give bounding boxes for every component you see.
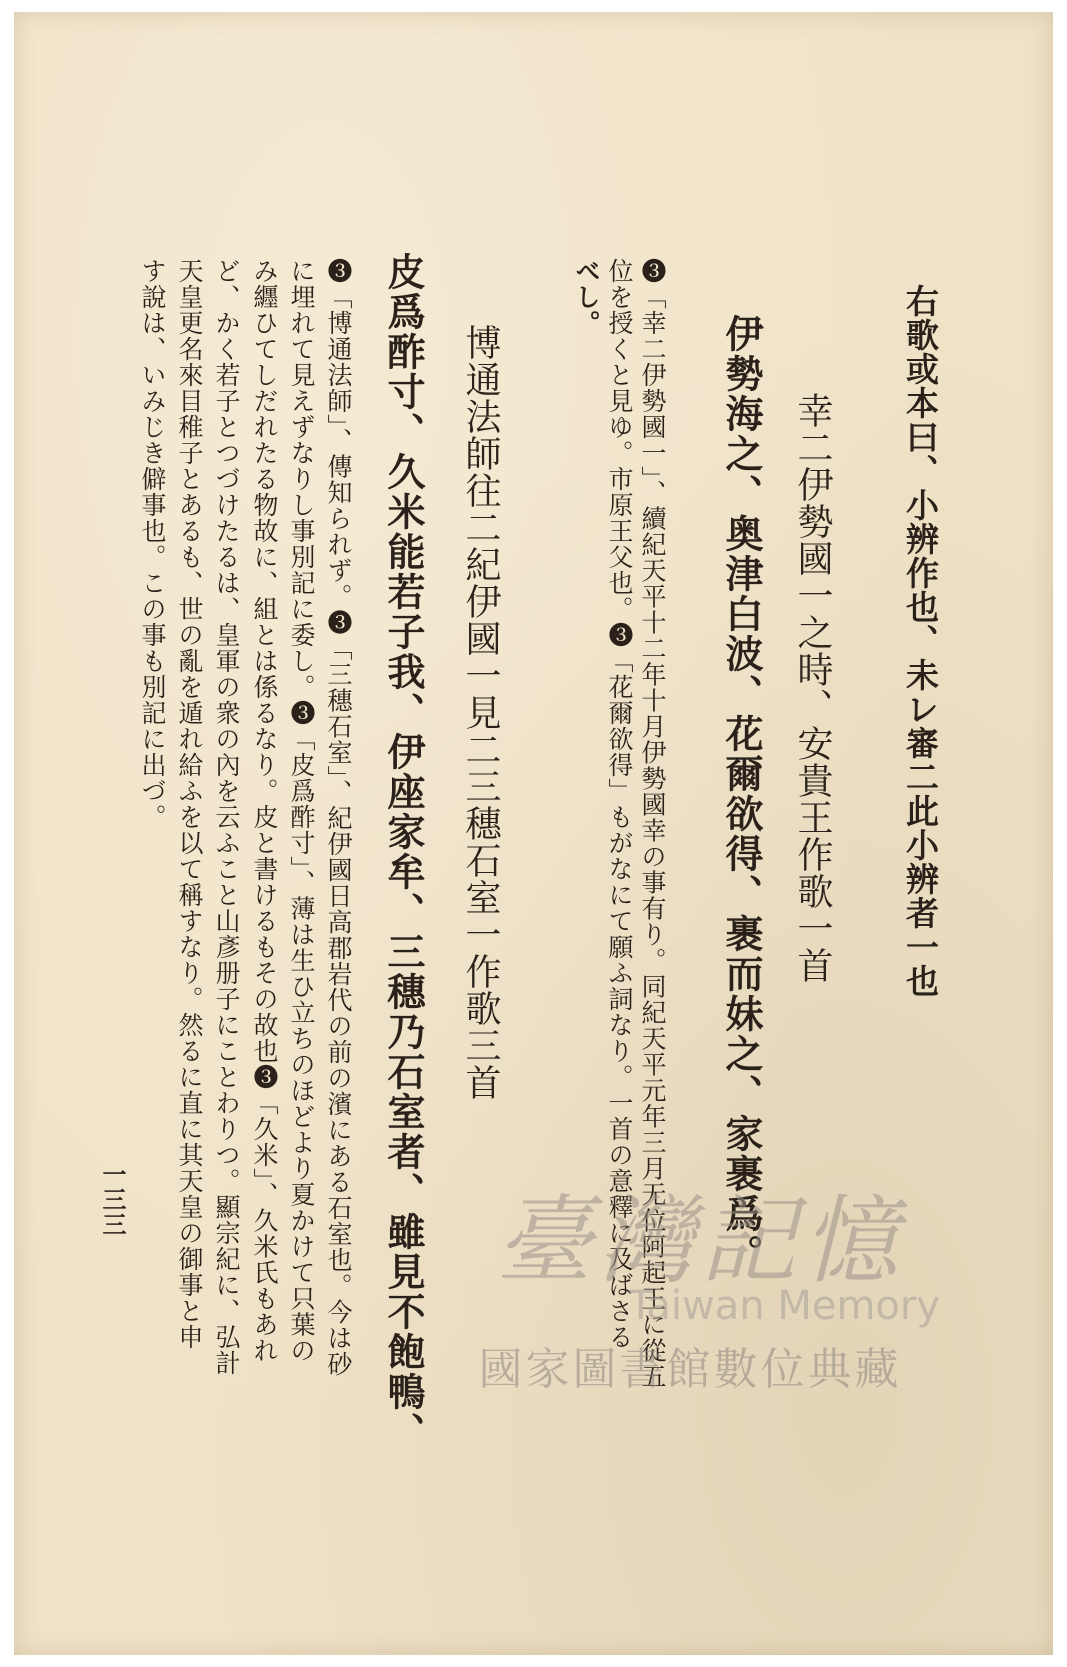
commentary-line: に埋れて見えずなりし事別記に委し。❸「皮爲酢寸」、薄は生ひ立ちのほどより夏かけて只葉の [287, 258, 316, 1364]
commentary-line: 位を授くと見ゆ。市原王父也。❸「花爾欲得」もがなにて願ふ詞なり。一首の意釋に及ばさる [605, 258, 634, 1350]
poem-title-2: 博通法師往二紀伊國一見二三穗石室一作歌三首 [460, 324, 501, 1101]
book-page [14, 12, 1053, 1655]
poem-text-1: 伊勢海之、奥津白波、花爾欲得、裹而妹之、家裹爲。 [719, 314, 764, 1274]
watermark-subtitle: 國家圖書館數位典藏 [478, 1344, 902, 1395]
poem-text-2: 皮爲酢寸、久米能若子我、伊座家牟、三穗乃石室者、雖見不飽鴨、 [381, 252, 426, 1452]
commentary-line: ❸「幸二伊勢國一」、續紀天平十二年十月伊勢國幸の事有り。同紀天平元年三月无位阿起王に從五 [638, 258, 667, 1390]
commentary-line: す說は、いみじき僻事也。この事も別記に出づ。 [138, 258, 167, 830]
commentary-line: べし。 [572, 258, 601, 336]
watermark-cjk-logo: 臺灣記憶 [496, 1185, 904, 1297]
page-number: 一三三 [98, 1162, 127, 1237]
text-line-variant-note: 右歌或本曰、小辨作也、未レ審二此小辨者一也 [901, 284, 940, 998]
commentary-line: み纒ひてしだれたる物故に、組とは係るなり。皮と書けるもその故也❸「久米」、久米氏もあれ [250, 258, 279, 1364]
poem-title-1: 幸二伊勢國一之時、安貴王作歌一首 [792, 392, 833, 984]
commentary-line: ど、かく若子とつづけたるは、皇軍の衆の內を云ふこと山彥册子にことわりつ。顯宗紀に、弘計 [212, 258, 241, 1376]
watermark-english: Taiwan Memory [628, 1283, 940, 1329]
commentary-line: 天皇更名來目稚子とあるも、世の亂を遁れ給ふを以て稱すなり。然るに直に其天皇の御事と申 [175, 258, 204, 1350]
commentary-line: ❸「博通法師」、傳知られず。❸「三穗石室」、紀伊國日高郡岩代の前の濱にある石室也。今は砂 [324, 258, 353, 1377]
